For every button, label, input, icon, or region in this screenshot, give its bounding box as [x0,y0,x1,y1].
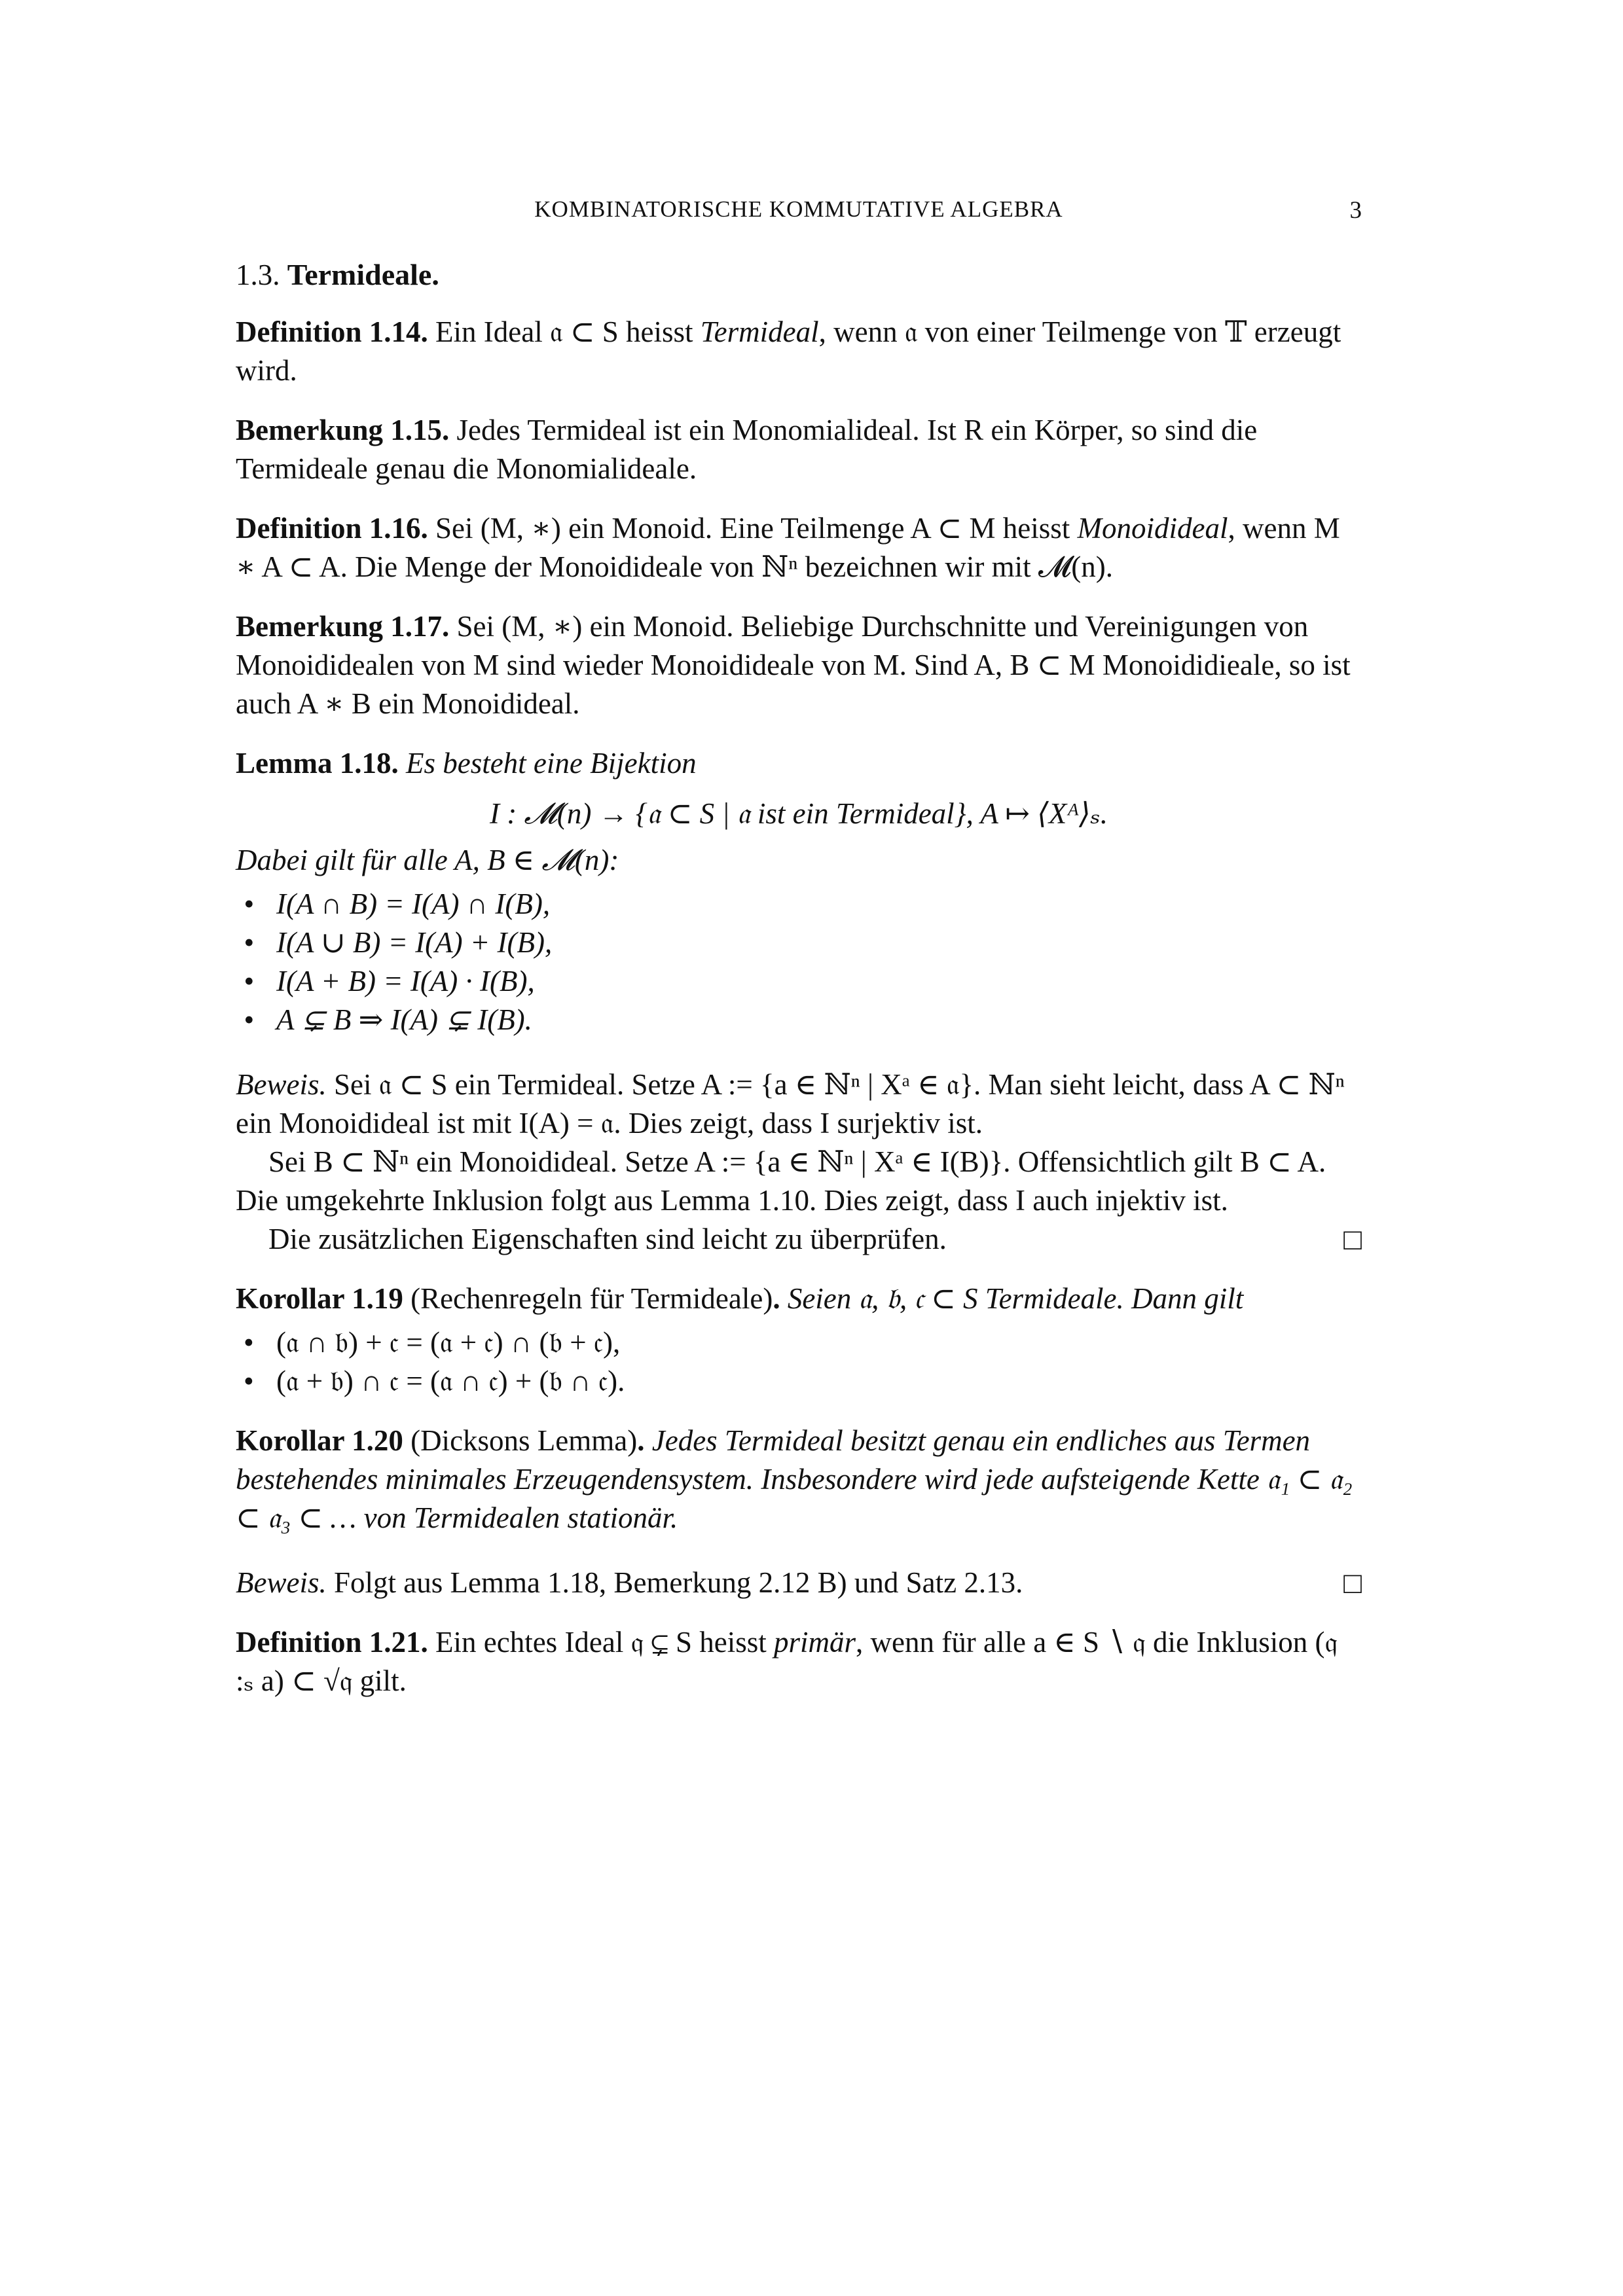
corollary-text: Seien 𝔞, 𝔟, 𝔠 ⊂ S Termideale. Dann gilt [787,1282,1244,1315]
bullet-icon: • [244,888,254,920]
page-number: 3 [1349,197,1362,224]
list-item-text: (𝔞 ∩ 𝔟) + 𝔠 = (𝔞 + 𝔠) ∩ (𝔟 + 𝔠), [276,1326,621,1359]
proof-label: Beweis. [236,1566,327,1599]
bullet-icon: • [244,1365,254,1397]
definition-1-21 [236,1623,1362,1700]
definition-1-16 [236,509,1362,586]
list-item-text: A ⊊ B ⇒ I(A) ⊊ I(B). [276,1003,532,1036]
section-number: 1.3. [236,259,280,291]
definition-label: Definition 1.21. [236,1626,428,1659]
corollary-note: (Dicksons Lemma) [410,1424,638,1457]
definition-text: Ein Ideal 𝔞 ⊂ S heisst [435,315,701,348]
proof-1-20 [236,1564,1362,1602]
proof-paragraph: Sei B ⊂ ℕⁿ ein Monoidideal. Setze A := {a ∈ ℕⁿ | Xᵃ ∈ I(B)}. Offensichtlich gilt B ⊂ A. Die umgekehrte Inklusion folgt aus Lemma 1.10. Dies zeigt, dass I auch injektiv ist. [236,1145,1326,1217]
display-formula: I : 𝓜(n) → {𝔞 ⊂ S | 𝔞 ist ein Termideal}, A ↦ ⟨Xᴬ⟩ₛ. [490,797,1108,830]
list-item [244,962,1362,1001]
defined-term: Monoidideal [1077,512,1228,545]
defined-term: Termideal [700,315,819,348]
definition-label: Definition 1.14. [236,315,428,348]
bullet-icon: • [244,1003,254,1036]
lemma-1-18 [236,744,1362,1039]
lemma-condition: Dabei gilt für alle A, B ∈ 𝓜(n): [236,844,619,876]
bullet-icon: • [244,926,254,959]
proof-1-18 [236,1066,1362,1259]
lemma-label: Lemma 1.18. [236,747,399,780]
corollary-note: (Rechenregeln für Termideale) [410,1282,773,1315]
corollary-rule-list [236,1323,1362,1401]
qed-icon: □ [1343,1223,1362,1256]
remark-1-17 [236,607,1362,723]
defined-term: primär [774,1626,856,1659]
definition-text: Ein echtes Ideal 𝔮 ⊊ S heisst [435,1626,775,1659]
list-item [244,885,1362,924]
proof-text: Sei 𝔞 ⊂ S ein Termideal. Setze A := {a ∈ ℕⁿ | Xᵃ ∈ 𝔞}. Man sieht leicht, dass A ⊂ ℕⁿ ein Monoidideal ist mit I(A) = 𝔞. Dies zeigt, dass I surjektiv ist. [236,1068,1345,1139]
definition-text: , wenn M ∗ A ⊂ A. Die Menge der Monoidideale von ℕⁿ bezeichnen wir mit 𝓜(n). [236,512,1340,583]
remark-text: Jedes Termideal ist ein Monomialideal. Ist R ein Körper, so sind die Termideale genau die Monomialideale. [236,414,1258,485]
proof-label: Beweis. [236,1068,327,1101]
list-item-text: (𝔞 + 𝔟) ∩ 𝔠 = (𝔞 ∩ 𝔠) + (𝔟 ∩ 𝔠). [276,1365,625,1397]
definition-text: , wenn für alle a ∈ S ∖ 𝔮 die Inklusion (𝔮 :ₛ a) ⊂ √𝔮 gilt. [236,1626,1338,1697]
definition-label: Definition 1.16. [236,512,428,545]
definition-1-14 [236,313,1362,390]
running-title: KOMBINATORISCHE KOMMUTATIVE ALGEBRA [534,196,1063,222]
lemma-property-list [236,885,1362,1039]
lemma-statement [236,744,1362,783]
proof-text: Die zusätzlichen Eigenschaften sind leicht zu überprüfen. [268,1223,947,1255]
page-body [236,255,1362,1700]
definition-text: Sei (M, ∗) ein Monoid. Eine Teilmenge A ⊂ M heisst [435,512,1078,545]
definition-text: , wenn 𝔞 von einer Teilmenge von 𝕋 erzeugt wird. [236,315,1341,387]
remark-text: Sei (M, ∗) ein Monoid. Beliebige Durchschnitte und Vereinigungen von Monoididealen von M sind wieder Monoidideale von M. Sind A, B ⊂ M Monoididieale, so ist auch A ∗ B ein Monoidideal. [236,610,1351,720]
bullet-icon: • [244,965,254,997]
list-item [244,1001,1362,1039]
qed-icon: □ [1343,1566,1362,1600]
corollary-text: Jedes Termideal besitzt genau ein endliches aus Termen bestehendes minimales Erzeugendensystem. Insbesondere wird jede aufsteigende Kette 𝔞₁ ⊂ 𝔞₂ ⊂ 𝔞₃ ⊂ … von Termidealen stationär. [236,1424,1353,1534]
remark-1-15 [236,411,1362,488]
proof-paragraph [236,1220,1362,1259]
remark-label: Bemerkung 1.17. [236,610,450,643]
remark-label: Bemerkung 1.15. [236,414,450,446]
list-item-text: I(A ∪ B) = I(A) + I(B), [276,926,553,959]
proof-text: Folgt aus Lemma 1.18, Bemerkung 2.12 B) und Satz 2.13. [333,1566,1023,1599]
corollary-statement: Korollar 1.19 (Rechenregeln für Termideale). Seien 𝔞, 𝔟, 𝔠 ⊂ S Termideale. Dann gilt [236,1282,1244,1315]
corollary-label: Korollar 1.19 [236,1282,403,1315]
list-item [244,924,1362,962]
corollary-1-19 [236,1280,1362,1401]
lemma-text: Es besteht eine Bijektion [405,747,697,780]
running-header [236,196,1362,229]
section-heading [236,255,1362,295]
corollary-1-20: Korollar 1.20 (Dicksons Lemma). Jedes Termideal besitzt genau ein endliches aus Termen bestehendes minimales Erzeugendensystem. Insbesondere wird jede aufsteigende Kette 𝔞₁ ⊂ 𝔞₂ ⊂ 𝔞₃ ⊂ … von Termidealen stationär. [236,1424,1353,1534]
list-item [244,1323,1362,1362]
list-item-text: I(A ∩ B) = I(A) ∩ I(B), [276,888,551,920]
bullet-icon: • [244,1326,254,1359]
list-item [244,1362,1362,1401]
corollary-label: Korollar 1.20 [236,1424,403,1457]
proof-paragraph [236,1066,1362,1143]
section-title: Termideale. [287,258,439,291]
list-item-text: I(A + B) = I(A) · I(B), [276,965,535,997]
